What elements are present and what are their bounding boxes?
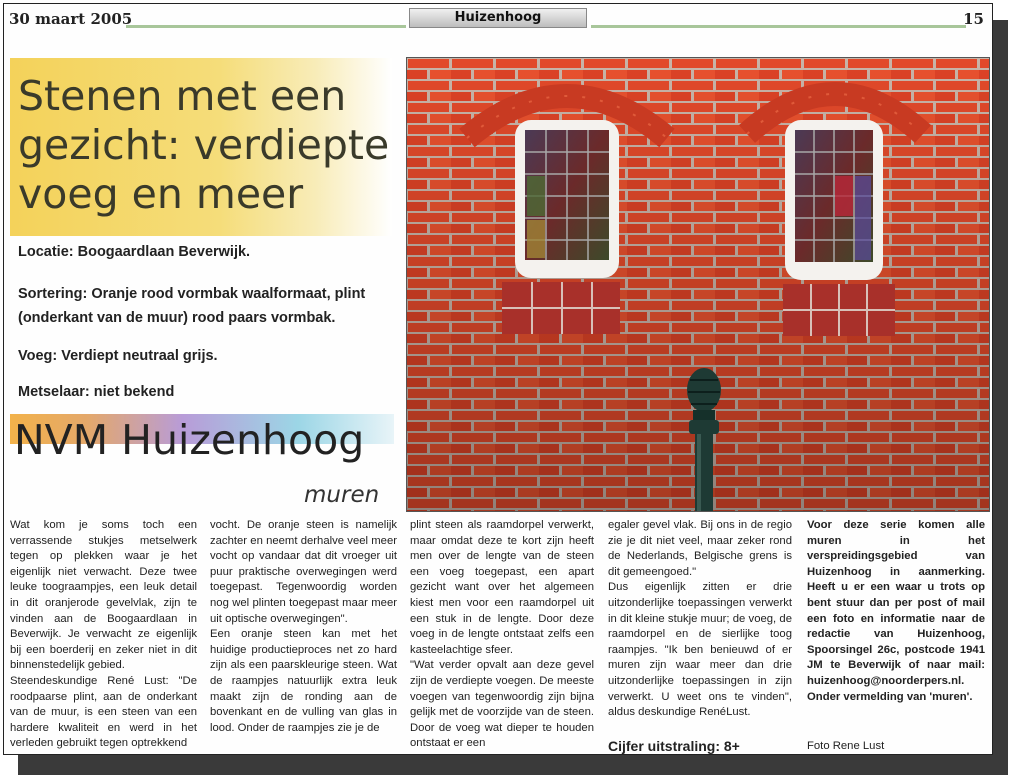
spec-label: Sortering: bbox=[18, 286, 88, 302]
spec-value: Verdiept neutraal grijs. bbox=[61, 348, 218, 364]
photo-credit: Foto Rene Lust bbox=[807, 740, 885, 752]
article-column-1 bbox=[10, 518, 197, 752]
spec-value: niet bekend bbox=[93, 384, 175, 400]
section-subtitle: muren bbox=[304, 482, 380, 508]
paragraph: Wat kom je soms toch een verrassende stukjes metselwerk tegen op plekken waar je het eigenlijk niet verwacht. Deze twee leuke toograampjes, een leuk detail in dit oranjerode gevelvlak, zijn te vinden aan de Boogaardlaan in Beverwijk. Je verwacht ze eigenlijk bij een boerderij en zeker niet in dit binnenstedelijk gebied. bbox=[10, 519, 197, 672]
paragraph: vocht. De oranje steen is namelijk zachter en neemt derhalve veel meer vocht op vandaar dat dit vroeger uit puur praktische overwegingen werd toegepast. Tegenwoordig worden nog wel plinten toegepast maar meer uit optische overwegingen". bbox=[210, 519, 397, 625]
article-column-3 bbox=[410, 518, 594, 752]
paragraph: Dus eigenlijk zitten er drie uitzonderlijke toepassingen verwerkt in dit kleine stukje muur; de voeg, de raamdorpel en de sierlijke toog raampjes. "Ik ben benieuwd of er muren zijn waar meer dan drie uitzonderlijke toepassingen in zijn verwerkt. U weet ons te vinden", aldus deskundige RenéLust. bbox=[608, 581, 792, 719]
spec-locatie bbox=[18, 240, 393, 264]
spec-label: Metselaar: bbox=[18, 384, 90, 400]
spec-metselaar bbox=[18, 380, 393, 404]
paragraph: Voor deze serie komen alle muren in het verspreidingsgebied van Huizenhoog in aanmerking. Heeft u er een waar u trots op bent stuur dan per post of mail een foto en informatie naar de redactie van Huizenhoog, Spoorsingel 26c, postcode 1941 JM te Beverwijk of naar mail: huizenhoog@noorderpers.nl. Onder vermelding van 'muren'. bbox=[807, 519, 985, 703]
page-number: 15 bbox=[963, 10, 984, 28]
section-title: NVM Huizenhoog bbox=[14, 416, 365, 464]
paragraph: "Wat verder opvalt aan deze gevel zijn de verdiepte voegen. De meeste voegen van tegenwoordig zijn bijna gelijk met de voorzijde van de steen. Door de voeg wat dieper te houden ontstaat er een bbox=[410, 659, 594, 750]
spec-sortering bbox=[18, 282, 393, 330]
spec-label: Locatie: bbox=[18, 244, 74, 260]
spec-value: Boogaardlaan Beverwijk. bbox=[77, 244, 251, 260]
paragraph: Een oranje steen kan met het huidige productieproces net zo hard zijn als een paarskleurige steen. Wat de raampjes natuurlijk extra leuk maakt zijn de ronding aan de bovenkant en de vulling van glas in lood. Onder de raampjes zie je de bbox=[210, 628, 397, 734]
title-block bbox=[10, 58, 392, 236]
article-photo bbox=[406, 57, 990, 512]
header-rule-left bbox=[126, 25, 406, 28]
spec-value: Oranje rood vormbak waalformaat, plint (onderkant van de muur) rood paars vormbak. bbox=[18, 286, 366, 326]
article-column-4 bbox=[608, 518, 792, 721]
article-column-5 bbox=[807, 518, 985, 705]
header-rule-right bbox=[591, 25, 966, 28]
rating: Cijfer uitstraling: 8+ bbox=[608, 738, 740, 754]
spec-label: Voeg: bbox=[18, 348, 58, 364]
spec-voeg bbox=[18, 344, 393, 368]
masthead-brand: Huizenhoog bbox=[409, 8, 587, 28]
page-header bbox=[4, 4, 992, 32]
issue-date: 30 maart 2005 bbox=[9, 10, 133, 28]
article-column-2 bbox=[210, 518, 397, 736]
paragraph: plint steen als raamdorpel verwerkt, maar omdat deze te kort zijn heeft men over de lengte van de steen een voeg toegepast, een apart gezicht want over het algemeen kiest men voor een raamdorpel uit een stuk in de lengte. Door deze voeg in de lengte ontstaat zelfs een kasteelachtige sfeer. bbox=[410, 519, 594, 656]
newspaper-page bbox=[3, 3, 993, 755]
paragraph: Steendeskundige René Lust: "De roodpaarse plint, aan de onderkant van de muur, is een steen van een hardere kwaliteit en werd in het verleden gebruikt tegen optrekkend bbox=[10, 674, 197, 750]
paragraph: egaler gevel vlak. Bij ons in de regio zie je dit niet veel, maar zeker rond de Nederlands, Belgische grens is dit gemeengoed." bbox=[608, 519, 792, 578]
article-title: Stenen met een gezicht: verdiepte voeg en meer bbox=[18, 72, 390, 218]
